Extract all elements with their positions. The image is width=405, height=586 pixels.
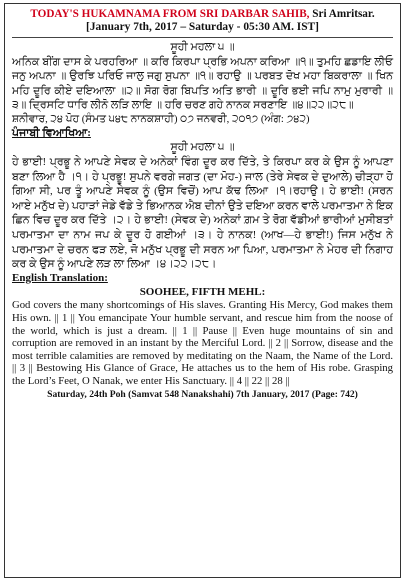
gurbani-verse: ਅਨਿਕ ਬੀਂਗ ਦਾਸ ਕੇ ਪਰਹਰਿਆ ॥ ਕਰਿ ਕਿਰਪਾ ਪ੍ਰਭਿ ਅਪਨਾ ਕਰਿਆ ॥੧॥ ਤੁਮਹਿ ਛਡਾਇ ਲੀਓ ਜਨੁ ਅਪਨਾ ॥ ਉਰਝਿ ਪਰਿਓ ਜਾਲੁ ਜਗੁ ਸੁਪਨਾ ॥੧॥ ਰਹਾਉ ॥ ਪਰਬਤ ਦੋਖ ਮਹਾ ਬਿਕਰਾਲਾ ॥ ਖਿਨ ਮਹਿ ਦੂਰਿ ਕੀਏ ਦਇਆਲਾ ॥੨॥ ਸੋਗ ਰੋਗ ਬਿਪਤਿ ਅਤਿ ਭਾਰੀ ॥ ਦੂਰਿ ਭਈ ਜਪਿ ਨਾਮੁ ਮੁਰਾਰੀ ॥੩॥ ਦ੍ਰਿਸਟਿ ਧਾਰਿ ਲੀਨੋ ਲੜਿ ਲਾਇ ॥ ਹਰਿ ਚਰਣ ਗਹੇ ਨਾਨਕ ਸਰਣਾਇ ॥੪॥੨੨॥੨੮॥ [12,55,393,112]
punjabi-label: ਪੰਜਾਬੀ ਵਿਆਖਿਆ: [12,126,91,139]
punjabi-raag-heading: ਸੂਹੀ ਮਹਲਾ ੫ ॥ [170,141,235,154]
divider [12,37,393,38]
english-label: English Translation: [12,271,108,284]
page-title [12,8,393,21]
english-translation: God covers the many shortcomings of His slaves. Granting His Mercy, God makes them His own. || 1 || You emancipate Your humble servant, and rescue him from the noose of the world, which is just a dream. || 1 || Pause || Even huge mountains of sin and corruption are removed in an instant by the Merciful Lord. || 2 || Sorrow, disease and the most terrible calamities are removed by meditating on the Naam, the Name of the Lord. || 3 || Bestowing His Glance of Grace, He attaches us to the hem of His robe. Grasping the Lord’s Feet, O Nanak, we enter His Sanctuary. || 4 || 22 || 28 || [12,299,393,387]
punjabi-explanation: ਹੇ ਭਾਈ! ਪ੍ਰਭੂ ਨੇ ਆਪਣੇ ਸੇਵਕ ਦੇ ਅਨੇਕਾਂ ਵਿੰਗ ਦੂਰ ਕਰ ਦਿੱਤੇ, ਤੇ ਕਿਰਪਾ ਕਰ ਕੇ ਉਸ ਨੂੰ ਆਪਣਾ ਬਣਾ ਲਿਆ ਹੈ ।੧। ਹੇ ਪ੍ਰਭੂ! ਸੁਪਨੇ ਵਰਗੇ ਜਗਤ (ਦਾ ਮੋਹ-) ਜਾਲ (ਤੇਰੇ ਸੇਵਕ ਦੇ ਦੁਆਲੇ) ਚੀੜ੍ਹਾ ਹੋ ਗਿਆ ਸੀ, ਪਰ ਤੂੰ ਆਪਣੇ ਸੇਵਕ ਨੂੰ (ਉਸ ਵਿਚੋਂ) ਆਪ ਕੱਢ ਲਿਆ ।੧।ਰਹਾਉ। ਹੇ ਭਾਈ! (ਸਰਨ ਆਏ ਮਨੁੱਖ ਦੇ) ਪਹਾੜਾਂ ਜੇਡੇ ਵੱਡੇ ਤੇ ਭਿਆਨਕ ਐਬ ਦੀਨਾਂ ਉਤੇ ਦਇਆ ਕਰਨ ਵਾਲੇ ਪਰਮਾਤਮਾ ਨੇ ਇਕ ਛਿਨ ਵਿਚ ਦੂਰ ਕਰ ਦਿੱਤੇ ।੨। ਹੇ ਭਾਈ! (ਸੇਵਕ ਦੇ) ਅਨੇਕਾਂ ਗ਼ਮ ਤੇ ਰੋਗ ਵੱਡੀਆਂ ਭਾਰੀਆਂ ਮੁਸੀਬਤਾਂ ਪਰਮਾਤਮਾ ਦਾ ਨਾਮ ਜਪ ਕੇ ਦੂਰ ਹੋ ਗਈਆਂ ।੩। ਹੇ ਨਾਨਕ! (ਆਖ—ਹੇ ਭਾਈ!) ਜਿਸ ਮਨੁੱਖ ਨੇ ਪਰਮਾਤਮਾ ਦੇ ਚਰਨ ਫੜ ਲਏ, ਜੋ ਮਨੁੱਖ ਪ੍ਰਭੂ ਦੀ ਸਰਨ ਆ ਪਿਆ, ਪਰਮਾਤਮਾ ਨੇ ਮੇਹਰ ਦੀ ਨਿਗਾਹ ਕਰ ਕੇ ਉਸ ਨੂੰ ਆਪਣੇ ਲੜ ਲਾ ਲਿਆ ।੪।੨੨।੨੮। [12,156,393,271]
footer-date: Saturday, 24th Poh (Samvat 548 Nanakshahi) 7th January, 2017 (Page: 742) [47,389,358,401]
english-heading: SOOHEE, FIFTH MEHL: [139,286,266,299]
gurbani-date-ang: ਸ਼ਨੀਵਾਰ, ੨੪ ਪੋਹ (ਸੰਮਤ ੫੪੮ ਨਾਨਕਸ਼ਾਹੀ) ੦੭ ਜਨਵਰੀ, ੨੦੧੭ (ਅੰਗ: ੭੪੨) [12,113,310,125]
hukamnama-page [4,3,401,578]
header-date: [January 7th, 2017 – Saturday - 05:30 AM. IST] [86,21,319,33]
title-main: TODAY'S HUKAMNAMA FROM SRI DARBAR SAHIB, [30,8,310,20]
title-location: Sri Amritsar. [312,8,375,20]
gurbani-raag-heading: ਸੂਹੀ ਮਹਲਾ ੫ ॥ [170,41,235,53]
